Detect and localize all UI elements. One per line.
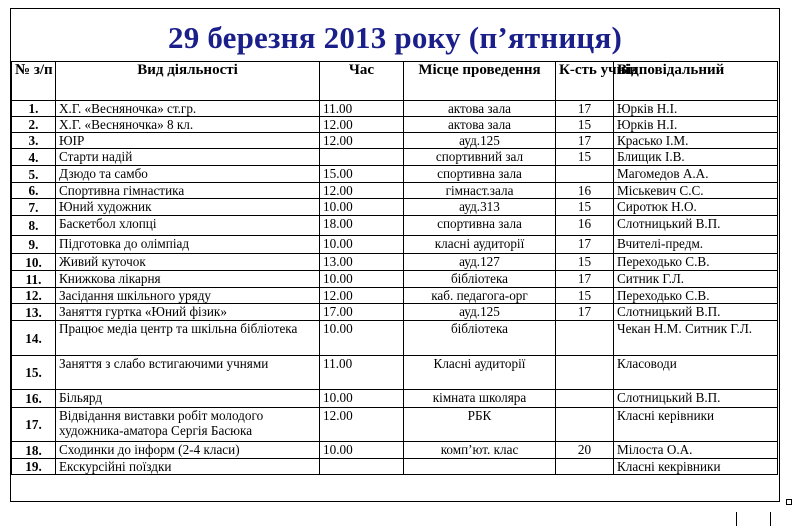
activity-cell: Х.Г. «Весняночка» 8 кл. (56, 117, 320, 133)
count-cell: 15 (556, 254, 614, 271)
time-cell: 10.00 (320, 199, 404, 216)
table-row (12, 216, 778, 236)
activity-cell: Працює медіа центр та шкільна бібліотека (56, 321, 320, 356)
count-cell: 17 (556, 236, 614, 254)
responsible-cell: Слотницький В.П. (614, 304, 778, 321)
responsible-cell: Юрків Н.І. (614, 101, 778, 117)
table-row (12, 254, 778, 271)
time-cell: 12.00 (320, 117, 404, 133)
activity-cell: Заняття з слабо встигаючими учнями (56, 356, 320, 390)
row-number: 7. (12, 199, 56, 216)
place-cell: актова зала (404, 101, 556, 117)
row-number: 14. (12, 321, 56, 356)
count-cell: 15 (556, 149, 614, 166)
place-cell: спортивний зал (404, 149, 556, 166)
table-row (12, 236, 778, 254)
time-cell: 18.00 (320, 216, 404, 236)
count-cell: 15 (556, 288, 614, 304)
time-cell: 10.00 (320, 321, 404, 356)
row-number: 4. (12, 149, 56, 166)
time-cell: 12.00 (320, 133, 404, 149)
responsible-cell: Красько І.М. (614, 133, 778, 149)
activity-cell: Більярд (56, 390, 320, 408)
row-number: 18. (12, 442, 56, 459)
table-resize-handle[interactable] (786, 499, 792, 505)
time-cell: 17.00 (320, 304, 404, 321)
count-cell: 16 (556, 216, 614, 236)
table-row (12, 459, 778, 475)
table-row (12, 271, 778, 288)
place-cell: ауд.125 (404, 304, 556, 321)
count-cell: 17 (556, 101, 614, 117)
row-number: 3. (12, 133, 56, 149)
responsible-cell: Міськевич С.С. (614, 183, 778, 199)
row-number: 1. (12, 101, 56, 117)
count-cell: 15 (556, 199, 614, 216)
place-cell: ауд.127 (404, 254, 556, 271)
time-cell: 13.00 (320, 254, 404, 271)
place-cell: ауд.125 (404, 133, 556, 149)
place-cell: каб. педагога-орг (404, 288, 556, 304)
table-row (12, 133, 778, 149)
table-row (12, 356, 778, 390)
time-cell: 10.00 (320, 442, 404, 459)
header-place: Місце проведення (404, 62, 556, 101)
responsible-cell: Вчителі-предм. (614, 236, 778, 254)
responsible-cell: Слотницький В.П. (614, 216, 778, 236)
table-header-row (12, 62, 778, 101)
place-cell: Класні аудиторії (404, 356, 556, 390)
count-cell: 20 (556, 442, 614, 459)
place-cell (404, 459, 556, 475)
row-number: 6. (12, 183, 56, 199)
responsible-cell: Класоводи (614, 356, 778, 390)
header-responsible: Відповідальний (614, 62, 778, 101)
row-number: 12. (12, 288, 56, 304)
table-row (12, 149, 778, 166)
place-cell: ауд.313 (404, 199, 556, 216)
header-activity: Вид діяльності (56, 62, 320, 101)
schedule-table (11, 61, 778, 475)
table-row (12, 304, 778, 321)
row-number: 16. (12, 390, 56, 408)
table-row (12, 321, 778, 356)
activity-cell: ЮІР (56, 133, 320, 149)
responsible-cell: Класні кекрівники (614, 459, 778, 475)
responsible-cell: Ситник Г.Л. (614, 271, 778, 288)
row-number: 5. (12, 166, 56, 183)
table-row (12, 390, 778, 408)
count-cell (556, 390, 614, 408)
place-cell: гімнаст.зала (404, 183, 556, 199)
time-cell: 10.00 (320, 390, 404, 408)
activity-cell: Х.Г. «Весняночка» ст.гр. (56, 101, 320, 117)
header-num: № з/п (12, 62, 56, 101)
time-cell: 10.00 (320, 236, 404, 254)
header-count: К-сть учнів (556, 62, 614, 101)
table-row (12, 199, 778, 216)
place-cell: бібліотека (404, 271, 556, 288)
count-cell (556, 356, 614, 390)
activity-cell: Юний художник (56, 199, 320, 216)
time-cell: 11.00 (320, 101, 404, 117)
responsible-cell: Переходько С.В. (614, 254, 778, 271)
row-number: 17. (12, 408, 56, 442)
responsible-cell: Сиротюк Н.О. (614, 199, 778, 216)
activity-cell: Заняття гуртка «Юний фізик» (56, 304, 320, 321)
count-cell (556, 408, 614, 442)
table-row (12, 288, 778, 304)
row-number: 8. (12, 216, 56, 236)
responsible-cell: Слотницький В.П. (614, 390, 778, 408)
activity-cell: Сходинки до інформ (2-4 класи) (56, 442, 320, 459)
responsible-cell: Класні керівники (614, 408, 778, 442)
count-cell: 17 (556, 271, 614, 288)
time-cell: 12.00 (320, 288, 404, 304)
activity-cell: Підготовка до олімпіад (56, 236, 320, 254)
activity-cell: Спортивна гімнастика (56, 183, 320, 199)
time-cell: 12.00 (320, 183, 404, 199)
row-number: 15. (12, 356, 56, 390)
time-cell (320, 149, 404, 166)
place-cell: бібліотека (404, 321, 556, 356)
activity-cell: Екскурсійні поїздки (56, 459, 320, 475)
count-cell (556, 459, 614, 475)
responsible-cell: Юрків Н.І. (614, 117, 778, 133)
row-number: 10. (12, 254, 56, 271)
place-cell: комп’ют. клас (404, 442, 556, 459)
table-row (12, 442, 778, 459)
activity-cell: Дзюдо та самбо (56, 166, 320, 183)
activity-cell: Живий куточок (56, 254, 320, 271)
table-row (12, 101, 778, 117)
count-cell (556, 166, 614, 183)
count-cell: 17 (556, 304, 614, 321)
row-number: 19. (12, 459, 56, 475)
count-cell: 16 (556, 183, 614, 199)
page-edge-mark (736, 512, 737, 526)
place-cell: спортивна зала (404, 216, 556, 236)
place-cell: актова зала (404, 117, 556, 133)
time-cell: 11.00 (320, 356, 404, 390)
time-cell: 10.00 (320, 271, 404, 288)
time-cell: 15.00 (320, 166, 404, 183)
time-cell: 12.00 (320, 408, 404, 442)
activity-cell: Баскетбол хлопці (56, 216, 320, 236)
row-number: 9. (12, 236, 56, 254)
place-cell: класні аудиторії (404, 236, 556, 254)
responsible-cell: Магомедов А.А. (614, 166, 778, 183)
responsible-cell: Чекан Н.М. Ситник Г.Л. (614, 321, 778, 356)
schedule-frame (10, 8, 780, 502)
table-row (12, 408, 778, 442)
count-cell (556, 321, 614, 356)
row-number: 2. (12, 117, 56, 133)
table-row (12, 183, 778, 199)
place-cell: кімната школяра (404, 390, 556, 408)
responsible-cell: Мілоста О.А. (614, 442, 778, 459)
activity-cell: Книжкова лікарня (56, 271, 320, 288)
row-number: 11. (12, 271, 56, 288)
row-number: 13. (12, 304, 56, 321)
header-time: Час (320, 62, 404, 101)
place-cell: спортивна зала (404, 166, 556, 183)
place-cell: РБК (404, 408, 556, 442)
count-cell: 17 (556, 133, 614, 149)
page-edge-mark (770, 512, 771, 526)
activity-cell: Старти надій (56, 149, 320, 166)
page-title: 29 березня 2013 року (п’ятниця) (168, 20, 622, 55)
count-cell: 15 (556, 117, 614, 133)
time-cell (320, 459, 404, 475)
responsible-cell: Блищик І.В. (614, 149, 778, 166)
table-row (12, 166, 778, 183)
responsible-cell: Переходько С.В. (614, 288, 778, 304)
activity-cell: Відвідання виставки робіт молодого художника-аматора Сергія Басюка (56, 408, 320, 442)
table-row (12, 117, 778, 133)
activity-cell: Засідання шкільного уряду (56, 288, 320, 304)
